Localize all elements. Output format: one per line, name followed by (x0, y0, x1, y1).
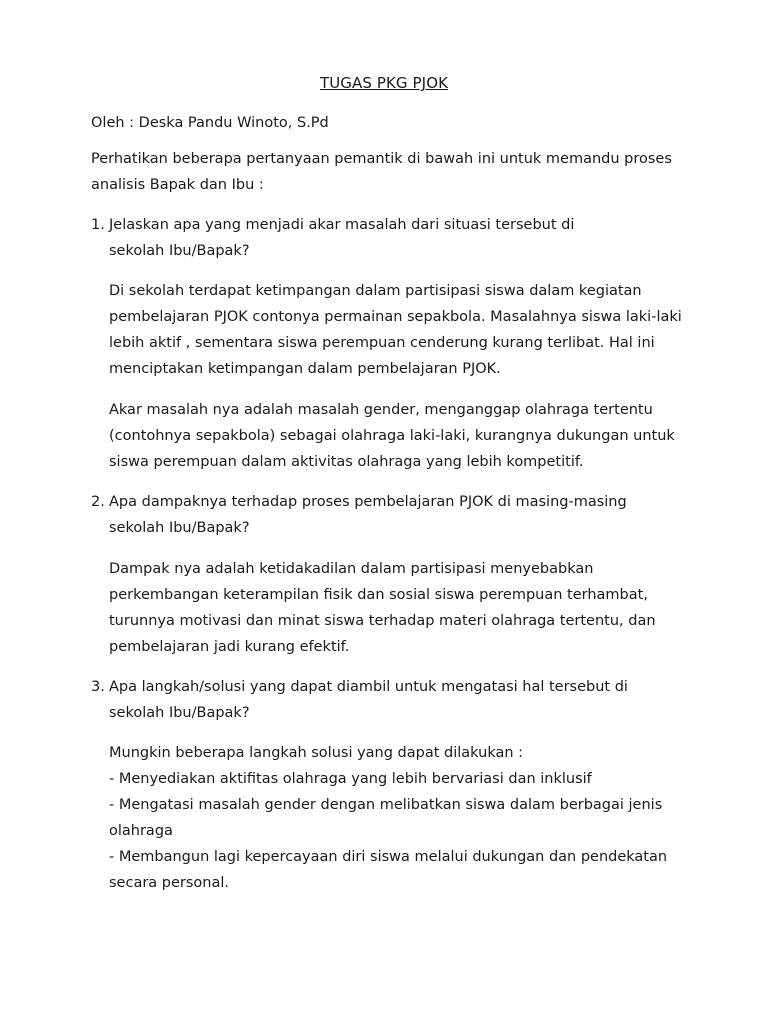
question-3-number: 3. (91, 679, 105, 695)
answer-1a-line-1: Di sekolah terdapat ketimpangan dalam partisipasi siswa dalam kegiatan (109, 283, 642, 299)
answer-1a-line-3: lebih aktif , sementara siswa perempuan cenderung kurang terlibat. Hal ini (109, 335, 655, 351)
question-3-line-2: sekolah Ibu/Bapak? (109, 705, 250, 721)
author-line: Oleh : Deska Pandu Winoto, S.Pd (91, 115, 329, 131)
answer-1a-line-2: pembelajaran PJOK contonya permainan sepakbola. Masalahnya siswa laki-laki (109, 309, 682, 325)
question-1-number: 1. (91, 217, 105, 233)
answer-2-line-1: Dampak nya adalah ketidakadilan dalam partisipasi menyebabkan (109, 561, 594, 577)
answer-3-line-1: Mungkin beberapa langkah solusi yang dapat dilakukan : (109, 745, 524, 761)
question-1-line-2: sekolah Ibu/Bapak? (109, 243, 250, 259)
answer-1b-line-3: siswa perempuan dalam aktivitas olahraga yang lebih kompetitif. (109, 454, 584, 470)
intro-line-2: analisis Bapak dan Ibu : (91, 177, 264, 193)
answer-3-bullet-1: - Menyediakan aktifitas olahraga yang lebih bervariasi dan inklusif (109, 771, 592, 787)
answer-2-line-2: perkembangan keterampilan fisik dan sosial siswa perempuan terhambat, (109, 587, 648, 603)
answer-1b-line-1: Akar masalah nya adalah masalah gender, menganggap olahraga tertentu (109, 402, 653, 418)
answer-3-bullet-3-cont: secara personal. (109, 875, 230, 891)
answer-1a-line-4: menciptakan ketimpangan dalam pembelajaran PJOK. (109, 361, 501, 377)
question-2-number: 2. (91, 494, 105, 510)
answer-3-bullet-2-cont: olahraga (109, 823, 173, 839)
answer-3-bullet-2: - Mengatasi masalah gender dengan melibatkan siswa dalam berbagai jenis (109, 797, 663, 813)
question-3-line-1: Apa langkah/solusi yang dapat diambil untuk mengatasi hal tersebut di (109, 679, 628, 695)
question-1-line-1: Jelaskan apa yang menjadi akar masalah dari situasi tersebut di (109, 217, 575, 233)
document-title: TUGAS PKG PJOK (319, 74, 449, 92)
question-2-line-1: Apa dampaknya terhadap proses pembelajaran PJOK di masing-masing (109, 494, 627, 510)
answer-1b-line-2: (contohnya sepakbola) sebagai olahraga laki-laki, kurangnya dukungan untuk (109, 428, 675, 444)
answer-2-line-4: pembelajaran jadi kurang efektif. (109, 639, 350, 655)
answer-3-bullet-3: - Membangun lagi kepercayaan diri siswa melalui dukungan dan pendekatan (109, 849, 668, 865)
intro-line-1: Perhatikan beberapa pertanyaan pemantik di bawah ini untuk memandu proses (91, 151, 672, 167)
question-2-line-2: sekolah Ibu/Bapak? (109, 520, 250, 536)
answer-2-line-3: turunnya motivasi dan minat siswa terhadap materi olahraga tertentu, dan (109, 613, 656, 629)
